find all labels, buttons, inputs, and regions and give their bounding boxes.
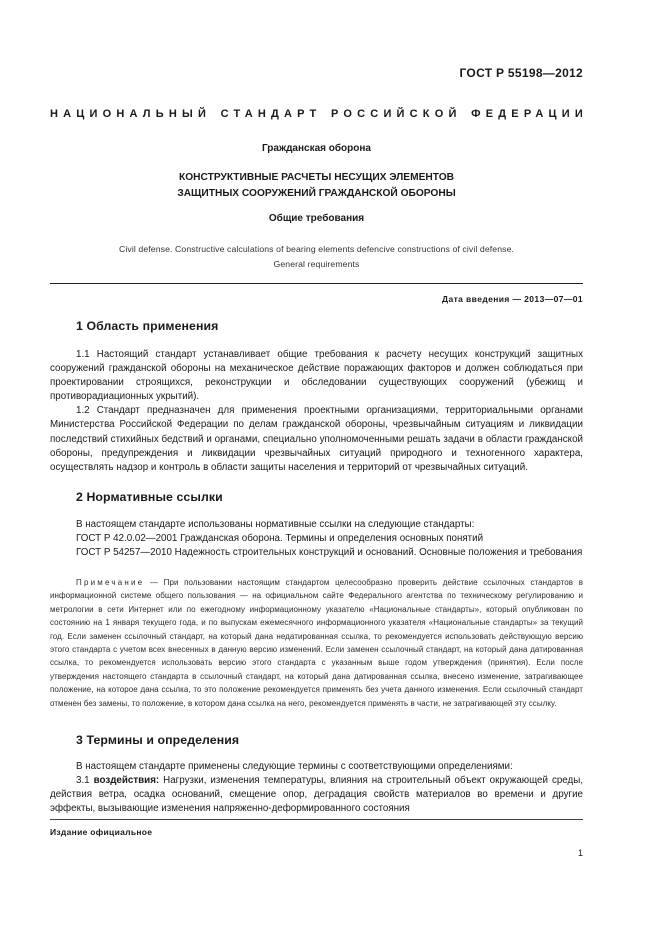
document-title [50, 170, 583, 202]
paragraph: 1.1 Настоящий стандарт устанавливает общие требования к расчету несущих конструкций защитных сооружений гражданской обороны на механическое действие поражающих факторов и должен соблюдаться при проектировании строящихся, реконструкции и обследовании существующих сооружений (убежищ и противорадиационных укрытий). [50, 349, 583, 403]
definition-term: воздействия: [93, 775, 160, 787]
definition-text: Нагрузки, изменения температуры, влияния на строительный объект окружающей среды, действия ветра, осадка оснований, смещение опор, деградация свойств материалов во времени и другие эффекты, вызывающие изменения напряженно-деформированного состояния [50, 775, 584, 815]
page-number: 1 [577, 848, 583, 858]
national-standard-banner [50, 108, 588, 120]
english-title-line: General requirements [273, 259, 360, 269]
english-title [50, 242, 583, 272]
section-body [50, 760, 583, 816]
reference-item: ГОСТ Р 42.0.02—2001 Гражданская оборона. Термины и определения основных понятий [76, 533, 484, 545]
introduction-date: Дата введения — 2013—07—01 [442, 294, 583, 304]
banner-word: СТАНДАРТ [220, 108, 322, 120]
paragraph: 1.2 Стандарт предназначен для применения проектными организациями, территориальными органами Министерства Российской Федерации по делам гражданской обороны, чрезвычайным ситуациям и ликвидации последствий стихийных бедствий и органами, специально уполномоченными решать задачи в области гражданской обороны, предупреждения и ликвидации чрезвычайных ситуаций природного и техногенного характера, осуществлять надзор и контроль в области защиты населения и территорий от чрезвычайных ситуаций. [50, 405, 583, 473]
footer-divider [50, 819, 583, 820]
english-title-line: Civil defense. Constructive calculations of bearing elements defencive constructions of civil defense. [118, 244, 515, 254]
section-heading: 3 Термины и определения [76, 733, 240, 747]
paragraph: В настоящем стандарте использованы нормативные ссылки на следующие стандарты: [76, 519, 475, 530]
title-line: ЗАЩИТНЫХ СООРУЖЕНИЙ ГРАЖДАНСКОЙ ОБОРОНЫ [177, 188, 456, 199]
edition-label: Издание официальное [50, 827, 153, 837]
definition-number: 3.1 [76, 775, 94, 787]
banner-word: РОССИЙСКОЙ [331, 108, 462, 120]
banner-word: ФЕДЕРАЦИИ [471, 108, 588, 120]
note-label: Примечание [76, 578, 145, 587]
title-line: КОНСТРУКТИВНЫЕ РАСЧЕТЫ НЕСУЩИХ ЭЛЕМЕНТОВ [179, 172, 454, 183]
document-subtitle: Общие требования [268, 213, 365, 224]
paragraph: В настоящем стандарте применены следующие термины с соответствующими определениями: [76, 761, 513, 772]
note-text: — При пользовании настоящим стандартом целесообразно проверить действие ссылочных стандартов в информационной системе общего пользования — на официальном сайте Федерального агентства по техническому регулированию и метрологии в сети Интернет или по ежегодному информационному указателю «Национальные стандарты», который опубликован по состоянию на 1 января текущего года, и по выпускам ежемесячного информационного указателя «Национальные стандарты» за текущий год. Если заменен ссылочный стандарт, на который дана недатированная ссылка, то рекомендуется использовать действующую версию этого стандарта с учетом всех внесенных в данную версию изменений. Если заменен ссылочный стандарт, на который дана датированная ссылка, то рекомендуется использовать версию этого стандарта с указанным выше годом утверждения (принятия). Если после утверждения настоящего стандарта в ссылочный стандарт, на который дана датированная ссылка, внесено изменение, затрагивающее положение, на которое дана ссылка, то это положение рекомендуется применять без учета данного изменения. Если ссылочный стандарт отменен без замены, то положение, в котором дана ссылка на него, рекомендуется применять в части, не затрагивающей эту ссылку. [50, 578, 583, 708]
section-heading: 2 Нормативные ссылки [76, 490, 223, 504]
title-divider [50, 283, 583, 284]
section-body [50, 518, 583, 560]
reference-item: ГОСТ Р 54257—2010 Надежность строительных конструкций и оснований. Основные положения и требования [76, 547, 583, 559]
note [50, 576, 583, 710]
definition [50, 774, 583, 816]
section-body [50, 348, 583, 475]
title-field: Гражданская оборона [262, 143, 371, 154]
banner-word: НАЦИОНАЛЬНЫЙ [50, 108, 212, 120]
section-heading: 1 Область применения [76, 319, 219, 333]
standard-id: ГОСТ Р 55198—2012 [459, 66, 583, 80]
